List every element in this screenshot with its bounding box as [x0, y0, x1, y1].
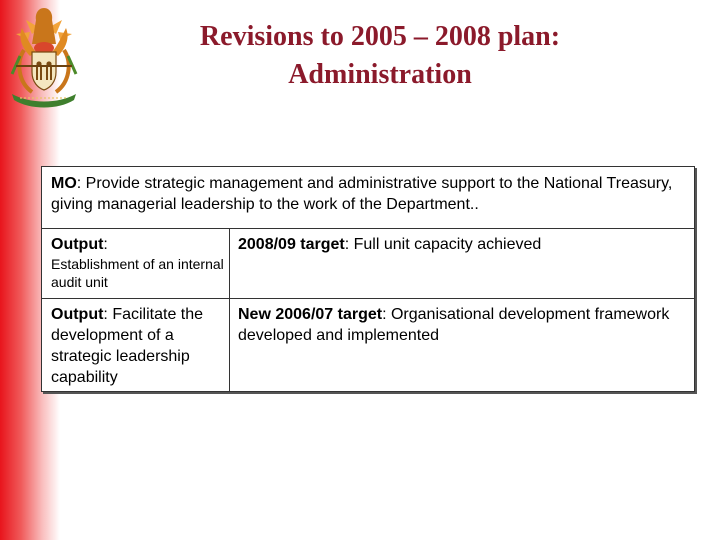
target-label: New 2006/07 target	[238, 306, 383, 323]
target-label: 2008/09 target	[238, 236, 345, 253]
output-label: Output	[51, 236, 104, 253]
target-text: : Full unit capacity achieved	[344, 236, 542, 253]
mo-label: MO	[51, 175, 77, 192]
output-label: Output	[51, 306, 104, 323]
title-line-2: Administration	[288, 59, 472, 90]
plan-table	[41, 166, 695, 392]
output-separator: :	[103, 236, 108, 253]
target-cell	[230, 299, 694, 391]
coat-of-arms-icon	[2, 0, 86, 112]
output-text: : Facilitate the development of a strategic leadership capability	[51, 306, 204, 386]
table-row	[42, 299, 694, 391]
output-cell	[42, 299, 230, 391]
mo-text: : Provide strategic management and administrative support to the National Treasury, giving managerial leadership to the work of the Department..	[51, 175, 673, 213]
target-text: : Organisational development framework developed and implemented	[238, 306, 670, 344]
target-cell	[230, 229, 694, 298]
output-cell	[42, 229, 230, 298]
table-row	[42, 229, 694, 299]
mo-row	[42, 167, 694, 229]
slide-title	[120, 18, 640, 94]
title-line-1: Revisions to 2005 – 2008 plan:	[199, 21, 561, 52]
output-text: Establishment of an internal audit unit	[51, 256, 224, 290]
